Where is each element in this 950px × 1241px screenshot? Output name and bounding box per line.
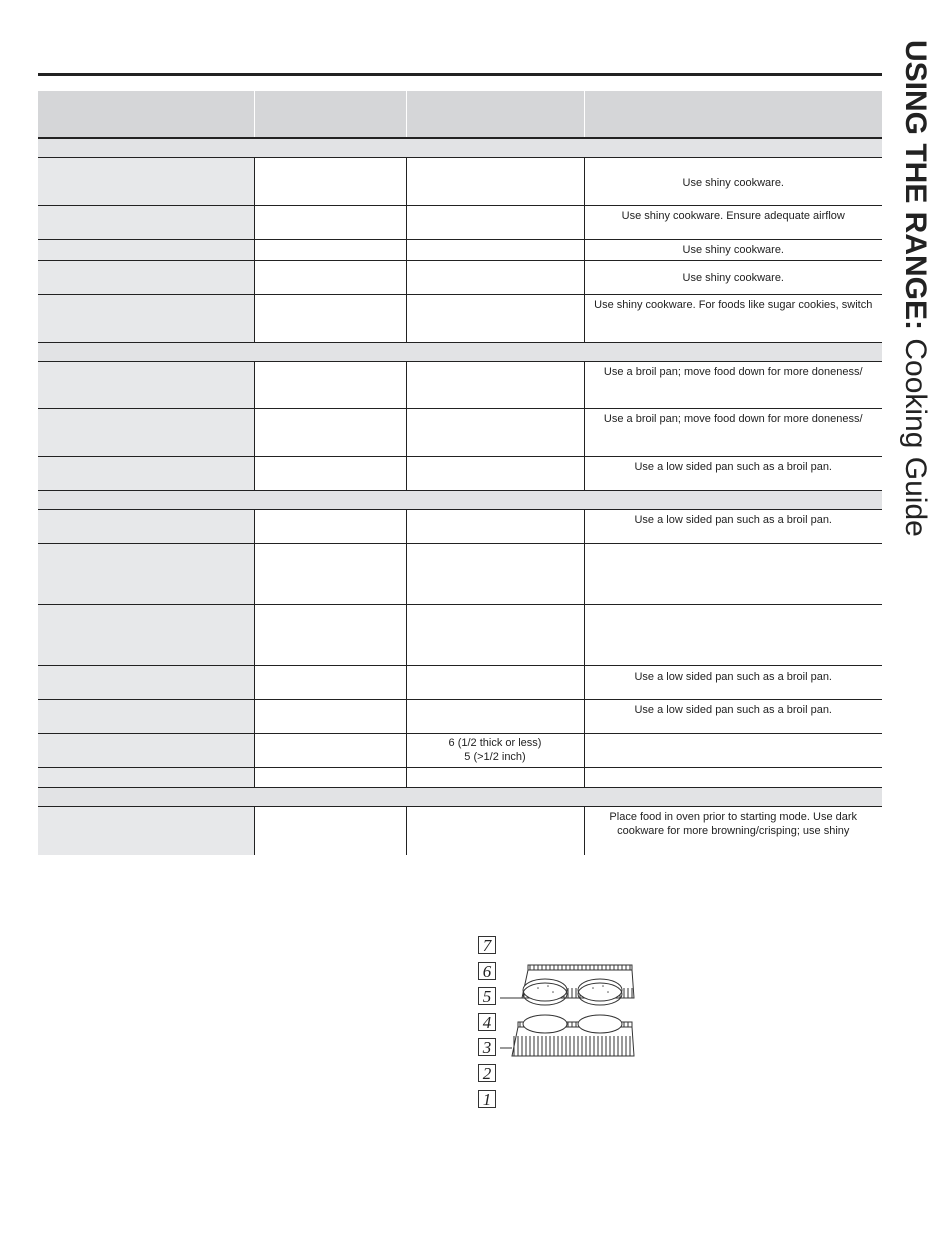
mode-cell: [254, 605, 406, 666]
mode-cell: [254, 409, 406, 457]
table-row: [38, 605, 882, 666]
mode-cell: [254, 807, 406, 855]
rack-number-6: 6: [478, 962, 496, 980]
suggestion-text: Place food in oven prior to starting mode. Use dark cookware for more browning/crisping; use shiny: [609, 811, 858, 837]
rack-number-7: 7: [478, 936, 496, 954]
suggestions-cell: [584, 734, 882, 768]
suggestions-cell: [584, 206, 882, 240]
suggestion-text: Use shiny cookware. For foods like sugar cookies, switch: [594, 299, 873, 311]
rack-position-cell: [406, 362, 584, 409]
rack-number-4: 4: [478, 1013, 496, 1031]
food-cell: [38, 409, 254, 457]
rack-position-cell: [406, 510, 584, 544]
mode-cell: [254, 734, 406, 768]
rack-position-cell: [406, 734, 584, 768]
suggestions-cell: [584, 158, 882, 206]
food-cell: [38, 700, 254, 734]
food-cell: [38, 362, 254, 409]
table-row: [38, 807, 882, 855]
suggestion-text: Use shiny cookware. Ensure adequate airflow: [621, 210, 845, 222]
food-cell: [38, 768, 254, 788]
rack-number-3: 3: [478, 1038, 496, 1056]
mode-cell: [254, 240, 406, 261]
suggestion-text: Use a low sided pan such as a broil pan.: [634, 461, 832, 473]
rack-position-cell: [406, 457, 584, 491]
table-row: [38, 768, 882, 788]
table-row: [38, 362, 882, 409]
mode-cell: [254, 295, 406, 343]
suggestions-cell: [584, 807, 882, 855]
mode-cell: [254, 362, 406, 409]
food-cell: [38, 295, 254, 343]
table-row: [38, 457, 882, 491]
suggestion-text: Use a broil pan; move food down for more doneness/: [603, 366, 863, 378]
table-row: [38, 158, 882, 206]
table-row: [38, 734, 882, 768]
side-title-light: Cooking Guide: [899, 330, 932, 537]
food-cell: [38, 807, 254, 855]
mode-cell: [254, 261, 406, 295]
table-header-row: [38, 91, 882, 138]
food-cell: [38, 206, 254, 240]
mode-cell: [254, 158, 406, 206]
suggestion-text: Use a low sided pan such as a broil pan.: [634, 514, 832, 526]
suggestion-text: Use shiny cookware.: [682, 244, 784, 256]
category-row: [38, 491, 882, 510]
rack-position-cell: [406, 261, 584, 295]
side-title-bold: USING THE RANGE:: [899, 40, 932, 331]
category-row: [38, 138, 882, 158]
category-cell: [38, 138, 882, 158]
header-cell: [254, 91, 406, 138]
rack-position-cell: [406, 700, 584, 734]
suggestions-cell: [584, 544, 882, 605]
suggestion-text: Use a broil pan; move food down for more doneness/: [603, 413, 863, 425]
rack-position-cell: [406, 295, 584, 343]
suggestions-cell: [584, 768, 882, 788]
category-cell: [38, 491, 882, 510]
food-cell: [38, 605, 254, 666]
table-row: [38, 700, 882, 734]
suggestion-text: Use a low sided pan such as a broil pan.: [634, 704, 832, 716]
suggestions-cell: [584, 295, 882, 343]
header-cell: [584, 91, 882, 138]
food-cell: [38, 544, 254, 605]
rack-position-cell: [406, 768, 584, 788]
suggestion-text: Use shiny cookware.: [682, 177, 784, 189]
mode-cell: [254, 768, 406, 788]
suggestion-text: Use shiny cookware.: [682, 272, 784, 284]
rack-number-2: 2: [478, 1064, 496, 1082]
rack-number-1: 1: [478, 1090, 496, 1108]
suggestions-cell: [584, 409, 882, 457]
category-cell: [38, 343, 882, 362]
table-body: [38, 138, 882, 855]
rack-position-cell: [406, 206, 584, 240]
mode-cell: [254, 457, 406, 491]
suggestions-cell: [584, 240, 882, 261]
mode-cell: [254, 544, 406, 605]
side-title: [900, 40, 930, 537]
mode-cell: [254, 510, 406, 544]
table-row: [38, 544, 882, 605]
header-cell: [406, 91, 584, 138]
table-row: [38, 510, 882, 544]
food-cell: [38, 666, 254, 700]
suggestions-cell: [584, 510, 882, 544]
category-cell: [38, 788, 882, 807]
suggestions-cell: [584, 362, 882, 409]
rack-position-cell: [406, 158, 584, 206]
mode-cell: [254, 666, 406, 700]
table-row: [38, 240, 882, 261]
table-row: [38, 409, 882, 457]
rack-position-text: 6 (1/2 thick or less): [448, 737, 542, 749]
suggestions-cell: [584, 700, 882, 734]
header-cell: [38, 91, 254, 138]
food-cell: [38, 734, 254, 768]
rack-number-5: 5: [478, 987, 496, 1005]
mode-cell: [254, 700, 406, 734]
oven-rack-illustration: [478, 936, 648, 1116]
mode-cell: [254, 206, 406, 240]
rack-position-diagram: [478, 936, 648, 1116]
rack-position-cell: [406, 605, 584, 666]
rack-position-cell: [406, 544, 584, 605]
table-row: [38, 295, 882, 343]
food-cell: [38, 261, 254, 295]
food-cell: [38, 510, 254, 544]
food-cell: [38, 240, 254, 261]
rack-position-cell: [406, 240, 584, 261]
category-row: [38, 343, 882, 362]
food-cell: [38, 457, 254, 491]
rack-position-cell: [406, 409, 584, 457]
rack-position-cell: [406, 807, 584, 855]
suggestions-cell: [584, 666, 882, 700]
table-row: [38, 261, 882, 295]
rack-position-text: 5 (>1/2 inch): [464, 751, 526, 763]
table-row: [38, 666, 882, 700]
food-cell: [38, 158, 254, 206]
suggestions-cell: [584, 261, 882, 295]
rack-position-cell: [406, 666, 584, 700]
top-rule: [38, 73, 882, 76]
suggestion-text: Use a low sided pan such as a broil pan.: [634, 671, 832, 683]
category-row: [38, 788, 882, 807]
suggestions-cell: [584, 605, 882, 666]
table-row: [38, 206, 882, 240]
suggestions-cell: [584, 457, 882, 491]
cooking-guide-table: [38, 91, 882, 855]
